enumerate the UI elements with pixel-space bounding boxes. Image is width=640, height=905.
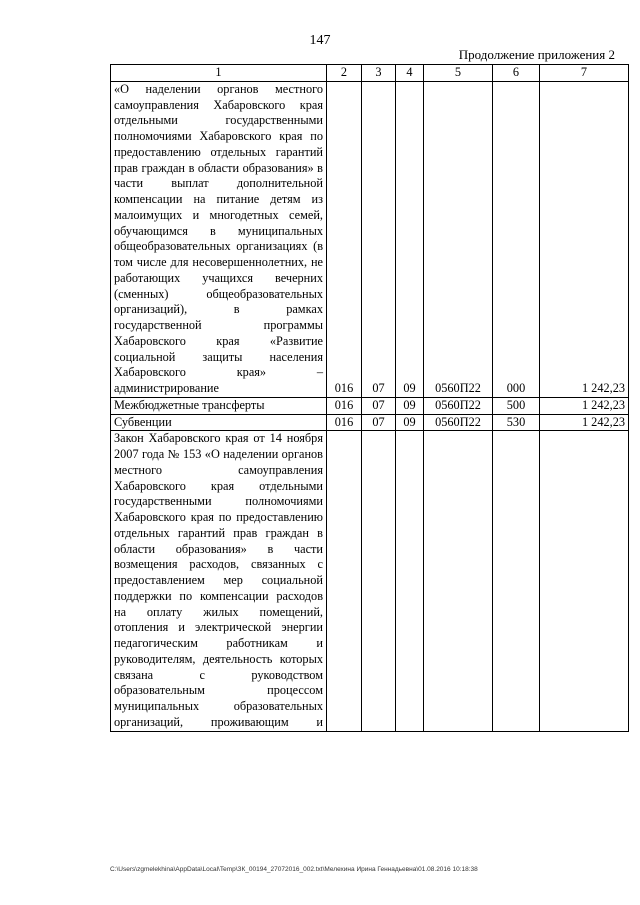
column-number: 5	[424, 65, 493, 82]
row-description-text: Закон Хабаровского края от 14 ноября 2007 года № 153 «О наделении органов местного самоуправления Хабаровского края отдельными государственными полномочиями Хабаровского края по предоставлению отдельных гарантий прав граждан в области образования» в части возмещения расходов, связанных с предоставлением мер социальной поддержки по компенсации расходов на оплату жилых помещений, отопления и электрической энергии педагогическим работникам и руководителям, деятельность которых связана с руководством образовательным процессом муниципальных образовательных организаций, проживающим и	[114, 431, 323, 729]
cell-ministry-code: 016	[327, 397, 362, 414]
cell-subsection: 09	[396, 81, 424, 397]
cell-amount: 1 242,23	[540, 81, 629, 397]
row-description-last-line: администрирование	[114, 381, 219, 395]
row-description-text: «О наделении органов местного самоуправления Хабаровского края отдельными государственными полномочиями Хабаровского края по предоставлению отдельных гарантий прав граждан в области образования» в части выплат дополнительной компенсации на питание детям из малоимущих и многодетных семей, обучающимся в муниципальных общеобразовательных организациях (в том числе для несовершеннолетних, не работающих учащихся вечерних (сменных) общеобразовательных организаций), в рамках государственной программы Хабаровского края «Развитие социальной защиты населения Хабаровского края» –	[114, 81, 323, 380]
table-row	[111, 397, 629, 414]
cell-target-item: 0560П22	[424, 81, 493, 397]
cell-expense-type: 530	[493, 414, 540, 431]
row-description	[111, 431, 327, 731]
cell-ministry-code: 016	[327, 414, 362, 431]
cell-expense-type	[493, 431, 540, 731]
cell-section	[362, 431, 396, 731]
row-description	[111, 81, 327, 397]
cell-target-item	[424, 431, 493, 731]
cell-section: 07	[362, 397, 396, 414]
cell-ministry-code	[327, 431, 362, 731]
cell-subsection: 09	[396, 397, 424, 414]
cell-section: 07	[362, 81, 396, 397]
cell-expense-type: 000	[493, 81, 540, 397]
cell-subsection	[396, 431, 424, 731]
budget-table	[110, 64, 629, 732]
column-number: 3	[362, 65, 396, 82]
cell-expense-type: 500	[493, 397, 540, 414]
cell-target-item: 0560П22	[424, 397, 493, 414]
table-row	[111, 414, 629, 431]
row-description: Субвенции	[111, 414, 327, 431]
cell-subsection: 09	[396, 414, 424, 431]
column-number: 1	[111, 65, 327, 82]
column-number: 6	[493, 65, 540, 82]
table-row	[111, 81, 629, 397]
cell-amount: 1 242,23	[540, 414, 629, 431]
cell-amount	[540, 431, 629, 731]
appendix-continuation-label: Продолжение приложения 2	[458, 47, 615, 62]
cell-ministry-code: 016	[327, 81, 362, 397]
column-number: 2	[327, 65, 362, 82]
cell-section: 07	[362, 414, 396, 431]
file-path-footer: C:\Users\zgmelekhina\AppData\Local\Temp\ЗК_00194_27072016_002.txt\Мелехина Ирина Геннадьевна\01.08.2016 10:18:38	[110, 866, 478, 873]
page-number: 147	[309, 33, 331, 48]
cell-amount: 1 242,23	[540, 397, 629, 414]
column-number-row	[111, 65, 629, 82]
column-number: 7	[540, 65, 629, 82]
column-number: 4	[396, 65, 424, 82]
table-row	[111, 431, 629, 731]
cell-target-item: 0560П22	[424, 414, 493, 431]
row-description: Межбюджетные трансферты	[111, 397, 327, 414]
